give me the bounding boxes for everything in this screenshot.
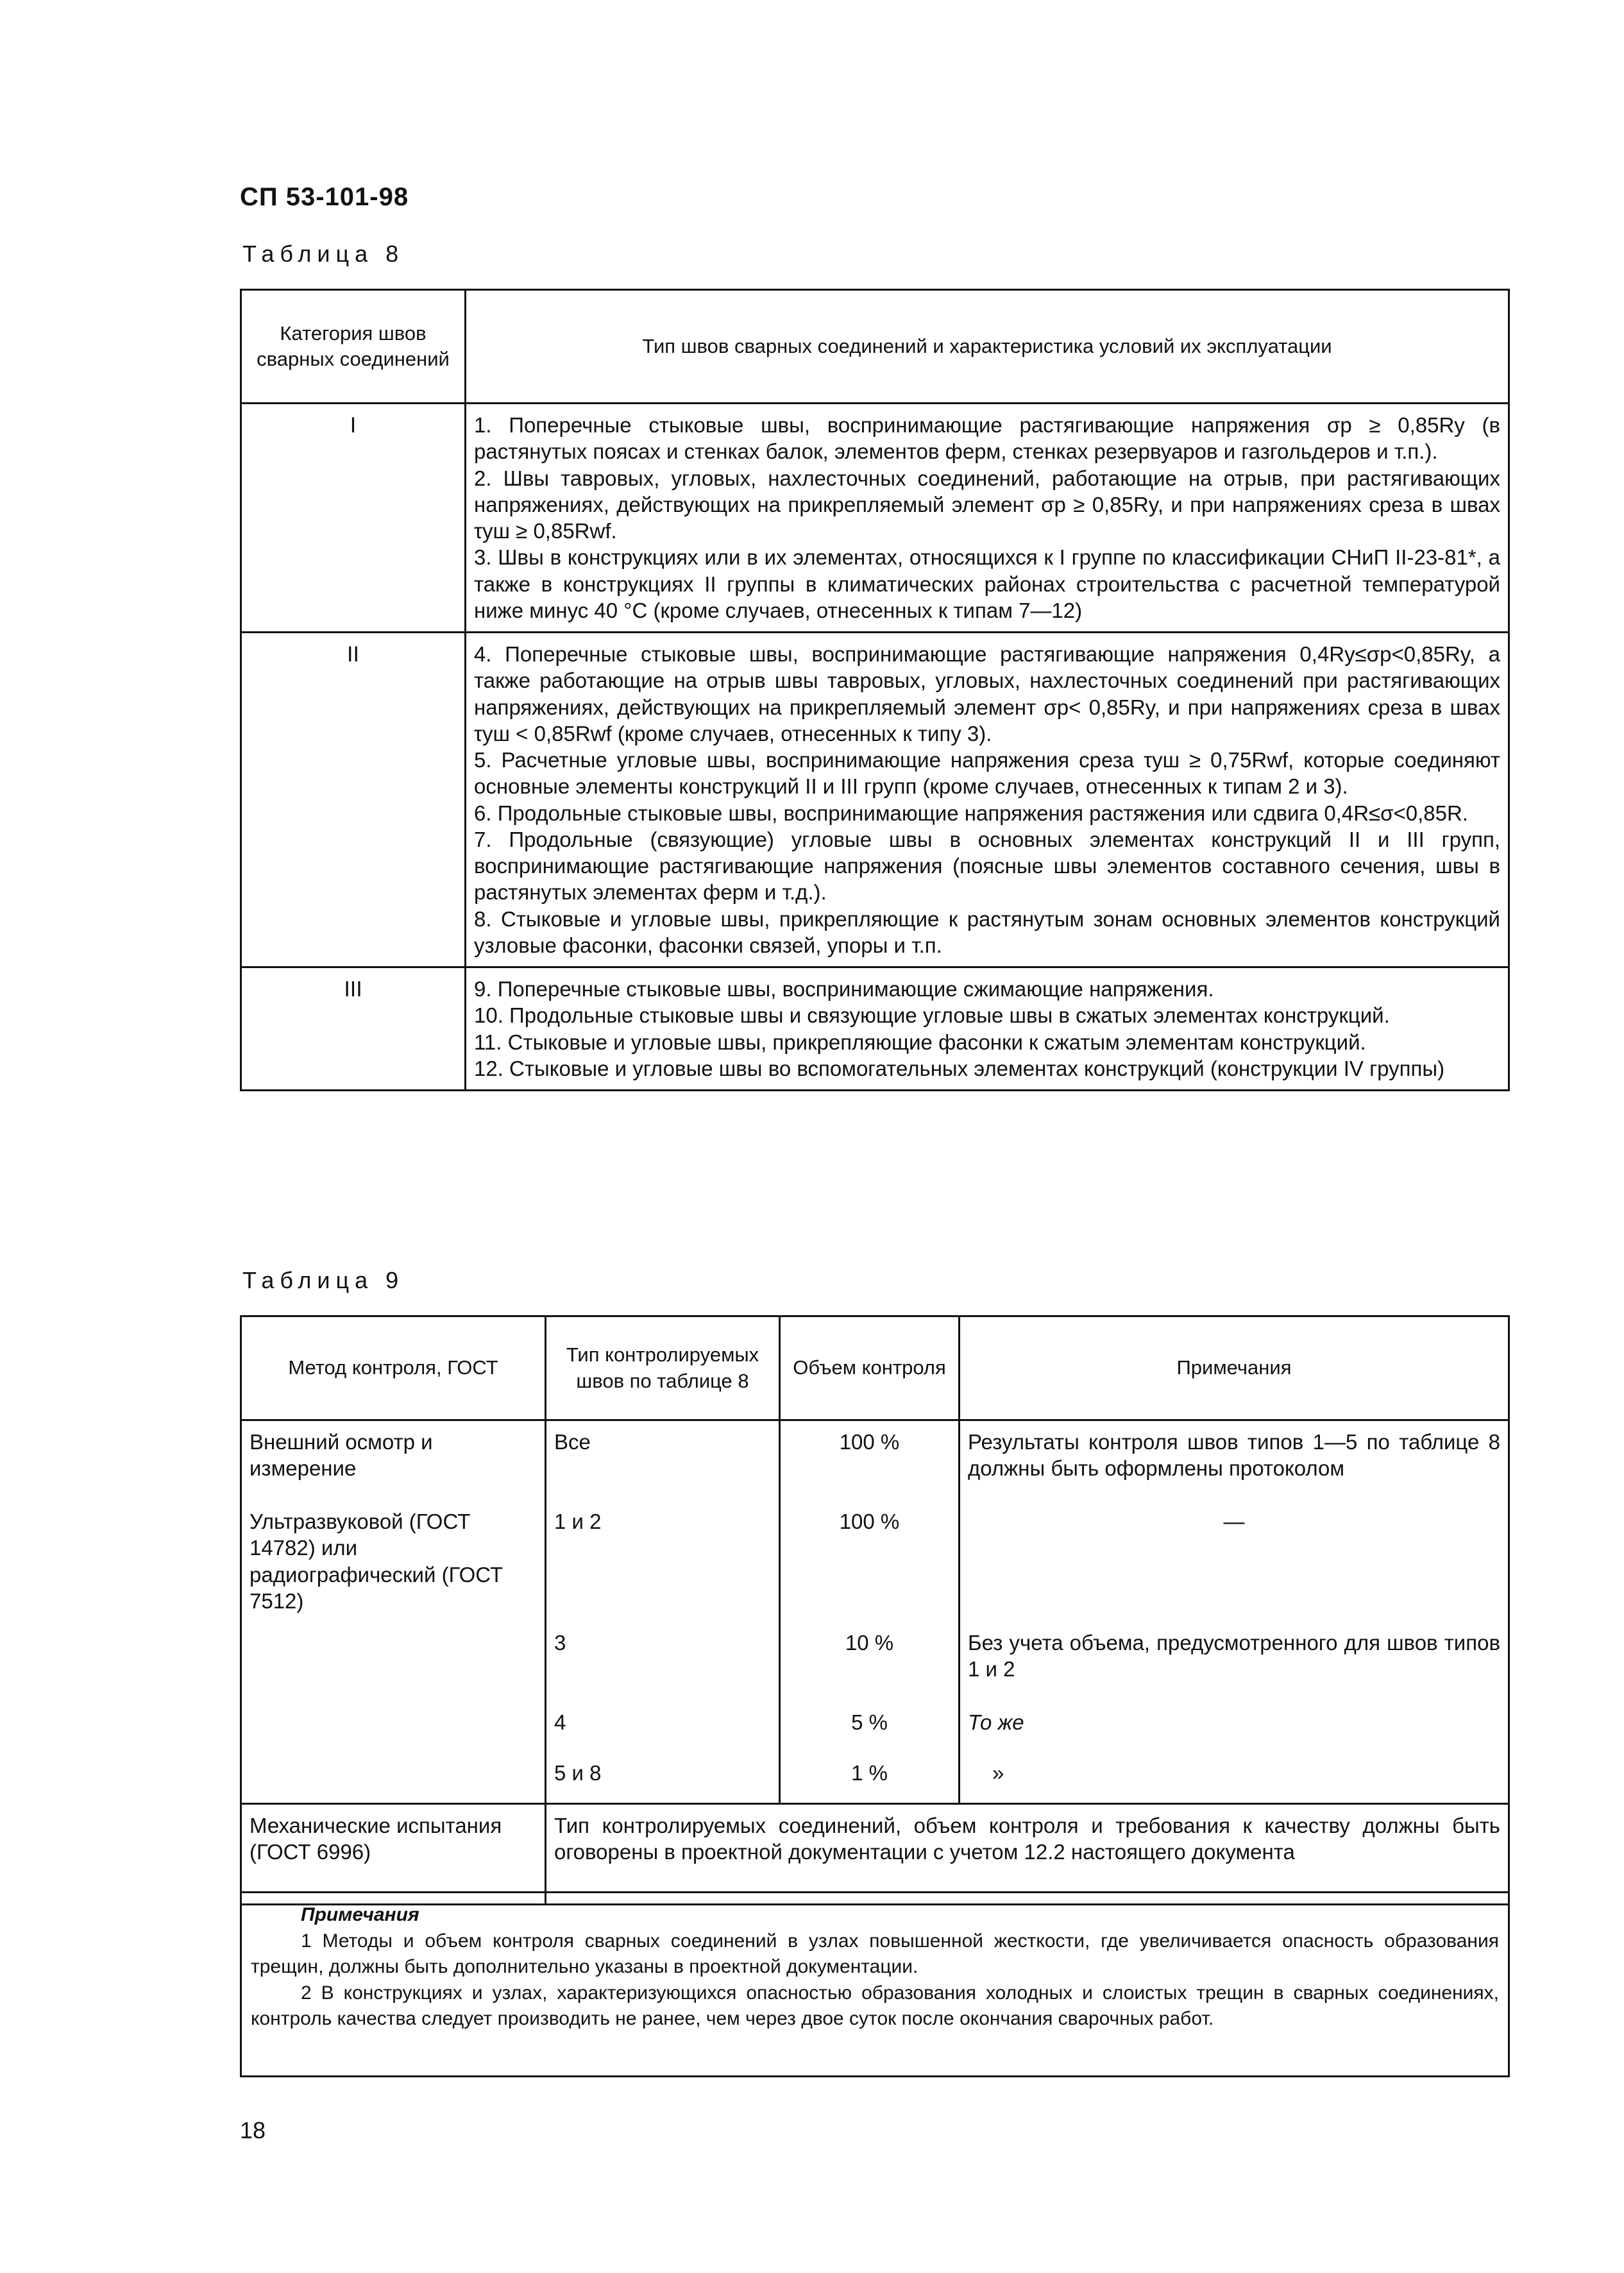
column-header-notes: Примечания [960, 1316, 1509, 1420]
table-row [241, 967, 1509, 1091]
list-item: 5. Расчетные угловые швы, воспринимающие напряжения среза τуш ≥ 0,75Rwf, которые соединяют основные элементы конструкций II и III групп (кроме случаев, отнесенных к типам 2 и 3). [474, 748, 1500, 799]
table-header-row [241, 1316, 1509, 1420]
method-cell: Ультразвуковой (ГОСТ 14782) или радиографический (ГОСТ 7512) [241, 1501, 546, 1622]
notes-title: Примечания [301, 1904, 419, 1925]
column-header-types: Тип контролируемых швов по таблице 8 [546, 1316, 780, 1420]
volume-cell: 100 % [780, 1420, 960, 1501]
volume-cell: 100 % [780, 1501, 960, 1622]
method-cell [241, 1701, 546, 1752]
method-cell [241, 1752, 546, 1804]
table-8 [240, 289, 1510, 1091]
list-item: 10. Продольные стыковые швы и связующие угловые швы в сжатых элементах конструкций. [474, 1003, 1390, 1028]
volume-cell: 10 % [780, 1622, 960, 1701]
list-item: 4. Поперечные стыковые швы, воспринимающие растягивающие напряжения 0,4Ry≤σp<0,85Ry, а также работающие на отрыв швы тавровых, угловых, нахлесточных соединений при растягивающих напряжениях, действующих на прикрепляемый элемент σp< 0,85Ry, и при напряжениях среза в швах τуш < 0,85Rwf (кроме случаев, отнесенных к типу 3). [474, 642, 1500, 745]
column-header-method: Метод контроля, ГОСТ [241, 1316, 546, 1420]
category-cell: I [241, 404, 466, 633]
list-item: 8. Стыковые и угловые швы, прикрепляющие к растянутым зонам основных элементов конструкций узловые фасонки, фасонки связей, упоры и т.п. [474, 907, 1500, 957]
table-header-row [241, 290, 1509, 404]
weld-types-cell [466, 404, 1509, 633]
note-item: 1 Методы и объем контроля сварных соединений в узлах повышенной жесткости, где увеличивается опасность образования трещин, должны быть дополнительно указаны в проектной документации. [251, 1930, 1499, 1977]
mechanical-requirements-cell: Тип контролируемых соединений, объем контроля и требования к качеству должны быть оговорены в проектной документации с учетом 12.2 настоящего документа [546, 1804, 1509, 1905]
method-cell [241, 1622, 546, 1701]
table-9 [240, 1315, 1510, 1905]
types-cell: Все [546, 1420, 780, 1501]
note-cell: — [960, 1501, 1509, 1622]
note-cell: Без учета объема, предусмотренного для швов типов 1 и 2 [960, 1622, 1509, 1701]
column-header-volume: Объем контроля [780, 1316, 960, 1420]
note-cell: » [960, 1752, 1509, 1804]
table-row [241, 404, 1509, 633]
list-item: 1. Поперечные стыковые швы, воспринимающие растягивающие напряжения σp ≥ 0,85Ry (в растянутых поясах и стенках балок, элементов ферм, стенках резервуаров и газгольдеров и т.п.). [474, 413, 1500, 464]
table-row [241, 1804, 1509, 1905]
category-cell: II [241, 633, 466, 967]
list-item: 9. Поперечные стыковые швы, воспринимающие сжимающие напряжения. [474, 977, 1214, 1001]
note-cell: То же [960, 1701, 1509, 1752]
list-item: 11. Стыковые и угловые швы, прикрепляющие фасонки к сжатым элементам конструкций. [474, 1030, 1366, 1054]
note-cell: Результаты контроля швов типов 1—5 по таблице 8 должны быть оформлены протоколом [960, 1420, 1509, 1501]
method-cell: Механические испытания (ГОСТ 6996) [241, 1804, 546, 1905]
types-cell: 1 и 2 [546, 1501, 780, 1622]
weld-types-cell [466, 633, 1509, 967]
table-row [241, 1752, 1509, 1804]
list-item: 2. Швы тавровых, угловых, нахлесточных соединений, работающие на отрыв, при растягивающих напряжениях, действующих на прикрепляемый элемент σp ≥ 0,85Ry, и при напряжениях среза в швах τуш ≥ 0,85Rwf. [474, 466, 1500, 543]
table-row [241, 1420, 1509, 1501]
page-number: 18 [240, 2117, 266, 2143]
note-item: 2 В конструкциях и узлах, характеризующихся опасностью образования холодных и слоистых трещин в сварных соединениях, контроль качества следует производить не ранее, чем через двое суток после окончания сварочных работ. [251, 1982, 1499, 2029]
list-item: 6. Продольные стыковые швы, воспринимающие напряжения растяжения или сдвига 0,4R≤σ<0,85R. [474, 801, 1469, 825]
volume-cell: 1 % [780, 1752, 960, 1804]
category-cell: III [241, 967, 466, 1091]
list-item: 12. Стыковые и угловые швы во вспомогательных элементах конструкций (конструкции IV группы) [474, 1056, 1445, 1080]
list-item: 7. Продольные (связующие) угловые швы в основных элементах конструкций II и III групп, воспринимающие растягивающие напряжения (поясные швы элементов составного сечения, швы в растянутых элементах ферм и т.д.). [474, 827, 1500, 905]
column-header-type: Тип швов сварных соединений и характеристика условий их эксплуатации [466, 290, 1509, 404]
list-item: 3. Швы в конструкциях или в их элементах, относящихся к I группе по классификации СНиП II-23-81*, а также в конструкциях II группы в климатических районах строительства с расчетной температурой ниже минус 40 °С (кроме случаев, отнесенных к типам 7—12) [474, 545, 1500, 622]
weld-types-cell [466, 967, 1509, 1091]
table-row [241, 1622, 1509, 1701]
column-header-category: Категория швов сварных соединений [241, 290, 466, 404]
table-row [241, 633, 1509, 967]
table9-caption: Таблица 9 [242, 1267, 405, 1293]
method-cell: Внешний осмотр и измерение [241, 1420, 546, 1501]
table8-caption: Таблица 8 [242, 241, 405, 267]
table-row [241, 1501, 1509, 1622]
volume-cell: 5 % [780, 1701, 960, 1752]
document-code: СП 53-101-98 [240, 183, 409, 211]
types-cell: 5 и 8 [546, 1752, 780, 1804]
types-cell: 4 [546, 1701, 780, 1752]
table-row [241, 1701, 1509, 1752]
notes-box [240, 1891, 1510, 2077]
types-cell: 3 [546, 1622, 780, 1701]
